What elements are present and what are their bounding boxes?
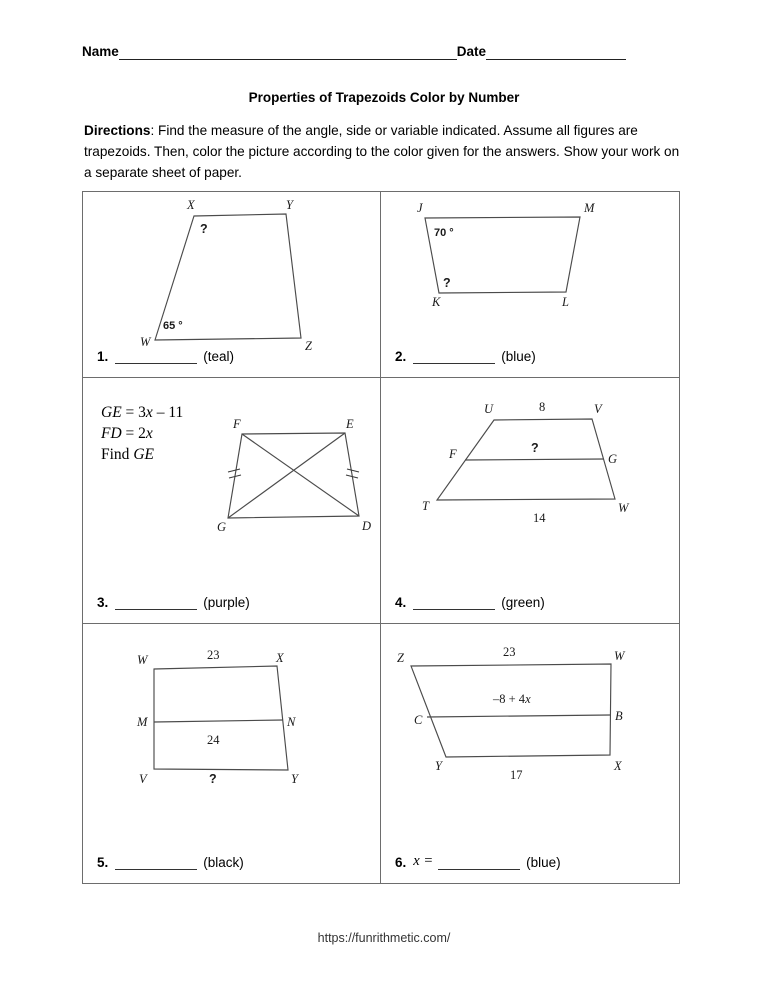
answer-color-1: (teal): [203, 349, 235, 364]
answer-row-3: [97, 595, 250, 610]
figure-2-label-M: M: [584, 201, 595, 215]
figure-6: [381, 624, 679, 883]
tick-marks-left: [228, 469, 241, 478]
equation-line-1: GE = 3x – 11: [101, 404, 184, 421]
answer-color-2: (blue): [501, 349, 536, 364]
problem-grid: [82, 191, 680, 884]
figure-5-label-N: N: [287, 715, 296, 729]
answer-blank-5[interactable]: [115, 858, 197, 870]
figure-6-expr-var: x: [525, 692, 531, 706]
figure-4-label-T: T: [422, 499, 429, 513]
problem-cell-6: [381, 624, 679, 883]
figure-3-label-D: D: [362, 519, 372, 533]
figure-5-bottom-base-unknown: ?: [209, 772, 217, 786]
figure-5-midsegment-value: 24: [207, 733, 220, 747]
answer-blank-2[interactable]: [413, 352, 495, 364]
answer-color-6: (blue): [526, 855, 561, 870]
answer-row-6: [395, 853, 561, 870]
problem-cell-4: [381, 378, 679, 624]
figure-5: [83, 624, 380, 883]
page-title: Properties of Trapezoids Color by Number: [248, 90, 520, 105]
answer-number-4: 4.: [395, 595, 407, 610]
answer-number-6: 6.: [395, 855, 407, 870]
problem-cell-1: [83, 192, 381, 378]
figure-3-label-F: F: [233, 417, 241, 431]
figure-4-label-G: G: [608, 452, 618, 466]
answer-color-3: (purple): [203, 595, 250, 610]
figure-2-label-K: K: [432, 295, 441, 309]
directions-label: Directions: [84, 123, 151, 138]
name-date-header: [82, 44, 674, 60]
answer-number-5: 5.: [97, 855, 109, 870]
figure-5-label-W: W: [137, 653, 148, 667]
figure-4-top-base: 8: [539, 400, 546, 414]
answer-blank-4[interactable]: [413, 598, 495, 610]
figure-5-label-V: V: [139, 772, 147, 786]
figure-4-label-V: V: [594, 402, 602, 416]
problem-cell-3: [83, 378, 381, 624]
segment-FD: FD: [101, 425, 122, 442]
figure-4-bottom-base: 14: [533, 511, 546, 525]
figure-6-label-W: W: [614, 649, 625, 663]
date-blank-line[interactable]: [486, 47, 626, 60]
figure-1-label-Z: Z: [305, 339, 312, 352]
figure-2-unknown-angle: ?: [443, 276, 451, 290]
answer-color-5: (black): [203, 855, 244, 870]
figure-3-label-G: G: [217, 520, 227, 534]
answer-row-2: [395, 349, 536, 364]
figure-6-label-X: X: [614, 759, 622, 773]
figure-5-label-Y: Y: [291, 772, 298, 786]
answer-blank-6[interactable]: [438, 858, 520, 870]
answer-number-2: 2.: [395, 349, 407, 364]
figure-6-bottom-base: 17: [510, 768, 523, 782]
answer-prefix-6: x =: [413, 853, 434, 869]
figure-4: [381, 378, 679, 623]
figure-6-expr-part: –8 + 4: [493, 692, 526, 706]
equation-line-3: Find GE: [101, 446, 154, 463]
answer-row-4: [395, 595, 545, 610]
segment-GE: GE: [101, 404, 122, 421]
footer-url[interactable]: https://funrithmetic.com/: [317, 931, 451, 945]
figure-2-given-angle: 70 °: [434, 227, 454, 239]
figure-1-label-Y: Y: [286, 198, 293, 212]
figure-5-top-base: 23: [207, 648, 220, 662]
figure-6-label-C: C: [414, 713, 423, 727]
figure-1-unknown-angle: ?: [200, 222, 208, 236]
name-blank-line[interactable]: [119, 47, 457, 60]
figure-4-label-F: F: [449, 447, 457, 461]
figure-2-label-J: J: [417, 201, 423, 215]
figure-4-label-U: U: [484, 402, 494, 416]
figure-3-label-E: E: [346, 417, 354, 431]
figure-5-label-X: X: [276, 651, 284, 665]
figure-6-label-Z: Z: [397, 651, 404, 665]
answer-row-1: [97, 349, 234, 364]
figure-1-given-angle: 65 °: [163, 320, 183, 332]
answer-color-4: (green): [501, 595, 545, 610]
figure-6-midsegment-expression: [492, 692, 531, 706]
answer-blank-1[interactable]: [115, 352, 197, 364]
directions-paragraph: [84, 120, 684, 183]
problem-cell-5: [83, 624, 381, 883]
problem-cell-2: [381, 192, 679, 378]
answer-blank-3[interactable]: [115, 598, 197, 610]
equation-line-2: FD = 2x: [101, 425, 153, 442]
figure-4-midsegment-unknown: ?: [531, 441, 539, 455]
figure-2-label-L: L: [562, 295, 569, 309]
name-label: Name: [82, 44, 119, 59]
figure-1-label-X: X: [187, 198, 195, 212]
figure-3: [83, 378, 380, 623]
figure-5-label-M: M: [137, 715, 148, 729]
directions-text: : Find the measure of the angle, side or variable indicated. Assume all figures are trapezoids. Then, color the picture according to the color given for the answers. Show your work on a separate sheet of paper.: [84, 123, 680, 180]
figure-6-top-base: 23: [503, 645, 516, 659]
figure-6-label-B: B: [615, 709, 623, 723]
date-label: Date: [456, 44, 487, 59]
figure-4-label-W: W: [618, 501, 629, 515]
tick-marks-right: [346, 469, 359, 478]
answer-row-5: [97, 855, 244, 870]
answer-number-1: 1.: [97, 349, 109, 364]
answer-number-3: 3.: [97, 595, 109, 610]
figure-1-label-W: W: [140, 335, 151, 349]
figure-6-label-Y: Y: [435, 759, 442, 773]
